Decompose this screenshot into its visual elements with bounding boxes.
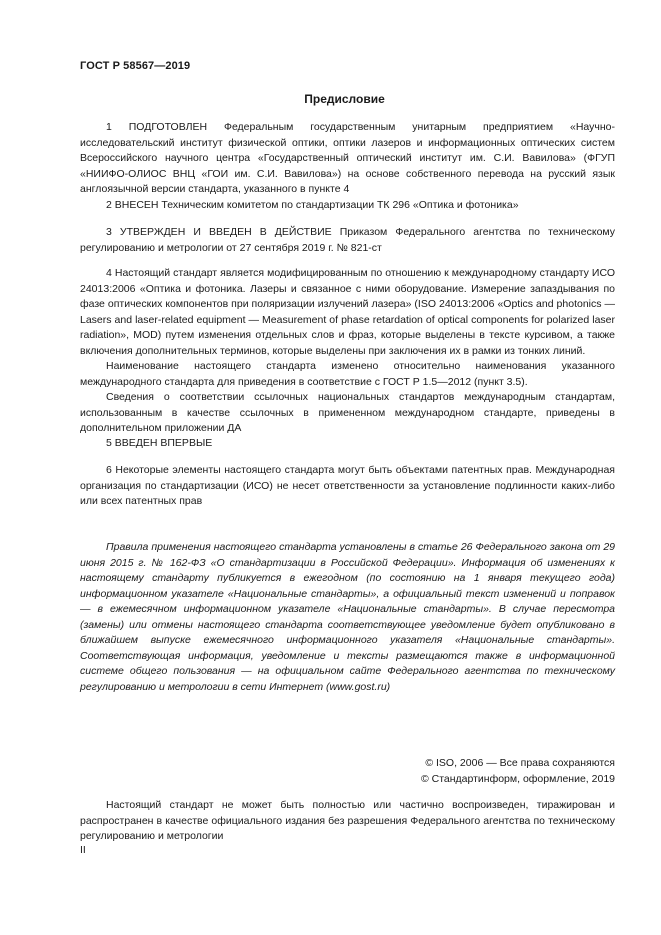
foreword-item-2 [80, 198, 615, 214]
paragraph: Правила применения настоящего стандарта установлены в статье 26 Федерального закона от 29 июня 2015 г. № 162-ФЗ «О стандартизации в Российской Федерации». Информация об изменениях к настоящему стандарту публикуется в ежегодном (по состоянию на 1 января текущего года) информационном указателе «Национальные стандарты», а официальный текст изменений и поправок — в ежемесячном информационном указателе «Национальные стандарты». В случае пересмотра (замены) или отмены настоящего стандарта соответствующее уведомление будет опубликовано в ближайшем выпуске ежемесячного информационного указателя «Национальные стандарты». Соответствующая информация, уведомление и тексты размещаются также в информационной системе общего пользования — на официальном сайте Федерального агентства по техническому регулированию и метрологии в сети Интернет (www.gost.ru) [80, 541, 615, 693]
copyright-standartinform: © Стандартинформ, оформление, 2019 [420, 772, 615, 785]
paragraph: 1 ПОДГОТОВЛЕН Федеральным государственным унитарным предприятием «Научно-исследовательский институт физической оптики, оптики лазеров и информационных оптических систем Всероссийского научного центра «Государственный оптический институт им. С.И. Вавилова» (ФГУП «НИИФО-ОЛИОС ВНЦ «ГОИ им. С.И. Вавилова») на основе собственного перевода на русский язык англоязычной версии стандарта, указанного в пункте 4 [80, 121, 615, 195]
paragraph: Наименование настоящего стандарта изменено относительно наименования указанного международного стандарта для приведения в соответствие с ГОСТ Р 1.5—2012 (пункт 3.5). [80, 360, 615, 388]
paragraph: 4 Настоящий стандарт является модифицированным по отношению к международному стандарту ИСО 24013:2006 «Оптика и фотоника. Лазеры и связанное с ними оборудование. Измерение запаздывания по фазе оптических компонентов при поляризации излучений лазера» (ISO 24013:2006 «Optics and photonics — Lasers and laser-related equipment — Measurement of phase retardation of optical components for polarized laser radiation», MOD) путем изменения отдельных слов и фраз, которые выделены в тексте курсивом, а также включения дополнительных терминов, которые выделены при заключения их в рамки из тонких линий. [80, 267, 615, 357]
paragraph: Сведения о соответствии ссылочных национальных стандартов международным стандартам, использованным в качестве ссылочных в примененном международном стандарте, приведены в дополнительном приложении ДА [80, 391, 615, 434]
application-rules-notice [80, 540, 615, 695]
foreword-item-6 [80, 463, 615, 510]
paragraph: 6 Некоторые элементы настоящего стандарта могут быть объектами патентных прав. Международная организация по стандартизации (ИСО) не несет ответственности за установление подлинности каких-либо или всех патентных прав [80, 464, 615, 507]
copyright-block [421, 756, 615, 787]
paragraph: Настоящий стандарт не может быть полностью или частично воспроизведен, тиражирован и распространен в качестве официального издания без разрешения Федерального агентства по техническому регулированию и метрологии [80, 799, 615, 842]
copyright-iso: © ISO, 2006 — Все права сохраняются [425, 757, 615, 769]
paragraph: 2 ВНЕСЕН Техническим комитетом по стандартизации ТК 296 «Оптика и фотоника» [106, 199, 519, 211]
document-id: ГОСТ Р 58567—2019 [80, 60, 191, 72]
paragraph: 3 УТВЕРЖДЕН И ВВЕДЕН В ДЕЙСТВИЕ Приказом Федерального агентства по техническому регулированию и метрологии от 27 сентября 2019 г. № 821-ст [80, 226, 615, 254]
foreword-item-5 [80, 436, 615, 452]
reproduction-notice [80, 798, 615, 845]
foreword-item-3 [80, 225, 615, 256]
paragraph: 5 ВВЕДЕН ВПЕРВЫЕ [106, 437, 213, 449]
foreword-item-4 [80, 266, 615, 437]
page-number: II [80, 844, 86, 856]
page-title: Предисловие [304, 92, 385, 106]
foreword-item-1 [80, 120, 615, 198]
